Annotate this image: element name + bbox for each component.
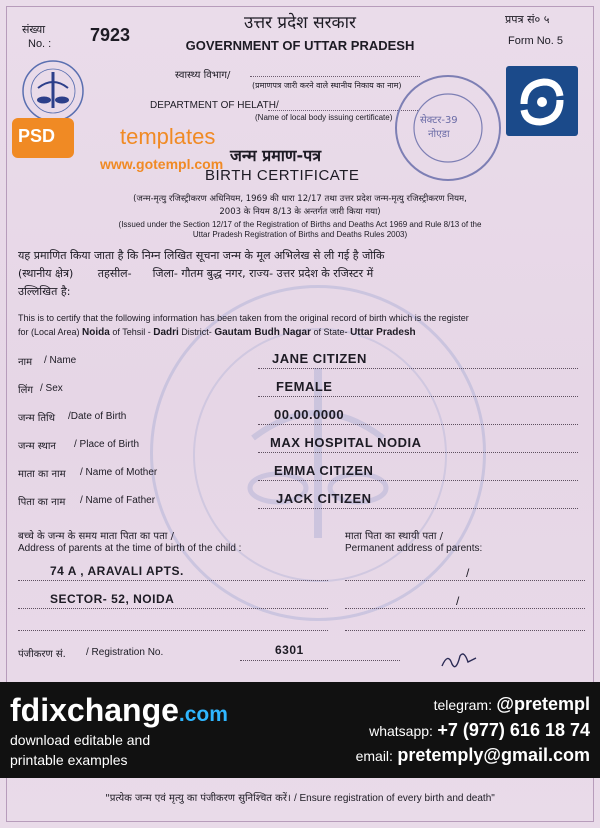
act-en-1: (Issued under the Section 12/17 of the Registration of Births and Deaths Act 1969 and Rule 8/13 of the	[118, 220, 482, 229]
telegram-handle: @pretempl	[496, 694, 590, 714]
registration-label-en: / Registration No.	[86, 647, 164, 658]
footer-note-hi: "प्रत्येक जन्म एवं मृत्यु का पंजीकरण सुनिश्चित करें।	[105, 793, 291, 804]
banner-whatsapp[interactable]	[369, 720, 590, 741]
stamp-text: सेक्टर-39	[420, 115, 458, 126]
footer-note-en: / Ensure registration of every birth and death"	[293, 793, 495, 804]
field-dotted-line	[258, 424, 578, 425]
field-value: 00.00.0000	[274, 407, 345, 422]
field-row-pob	[18, 434, 584, 462]
banner-tagline-2: printable examples	[10, 752, 128, 768]
dept-label-hi: स्वास्थ्य विभाग/	[175, 70, 231, 81]
address-dotted-line-3	[18, 630, 328, 631]
field-row-sex	[18, 378, 584, 406]
field-row-mother	[18, 462, 584, 490]
perm-dotted-line-3	[345, 630, 585, 631]
whatsapp-label: whatsapp:	[369, 723, 433, 739]
field-dotted-line	[258, 452, 578, 453]
field-label-hi: नाम	[18, 357, 33, 368]
field-label-en: / Name of Father	[80, 495, 156, 506]
banner-tagline-1: download editable and	[10, 732, 151, 748]
field-value: EMMA CITIZEN	[274, 463, 374, 478]
title-hi: जन्म प्रमाण-पत्र	[230, 146, 322, 165]
field-row-dob	[18, 406, 584, 434]
email-label: email:	[355, 748, 393, 764]
field-value: JANE CITIZEN	[272, 351, 367, 366]
psd-badge-text: PSD	[18, 126, 56, 146]
promo-banner	[0, 682, 600, 778]
field-value: JACK CITIZEN	[276, 491, 372, 506]
email-address: pretemply@gmail.com	[397, 745, 590, 765]
address-birth-en: Address of parents at the time of birth of the child :	[18, 543, 242, 554]
certify-district-label: District-	[181, 327, 212, 337]
serial-label-hi: संख्या	[22, 23, 46, 36]
whatsapp-number: +7 (977) 616 18 74	[437, 720, 590, 740]
address-perm-hi: माता पिता का स्थायी पता /	[345, 531, 443, 542]
title-en: BIRTH CERTIFICATE	[205, 167, 360, 184]
address-dotted-line-1	[18, 580, 328, 581]
dept-label-en: DEPARTMENT OF HELATH/	[150, 100, 279, 111]
fields-block	[18, 350, 584, 525]
health-dept-logo	[506, 66, 578, 136]
up-emblem-icon	[20, 58, 86, 124]
certify-hi-3: उल्लिखित है:	[18, 285, 71, 298]
field-label-en: / Sex	[40, 383, 63, 394]
field-dotted-line	[258, 396, 578, 397]
dept-note-hi: (प्रमाणपत्र जारी करने वाले स्थानीय निकाय का नाम)	[252, 81, 402, 90]
field-label-hi: माता का नाम	[18, 469, 66, 480]
address-perm-en: Permanent address of parents:	[345, 543, 483, 554]
field-label-en: /Date of Birth	[68, 411, 127, 422]
registration-value: 6301	[275, 643, 304, 657]
footer-note	[0, 790, 600, 804]
address-dotted-line-2	[18, 608, 328, 609]
field-label-hi: जन्म तिथि	[18, 413, 56, 424]
address-birth-hi: बच्चे के जन्म के समय माता पिता का पता /	[18, 531, 174, 542]
perm-slash-1: /	[466, 566, 470, 580]
field-dotted-line	[258, 508, 578, 509]
field-label-hi: पिता का नाम	[18, 497, 66, 508]
certify-state: Uttar Pradesh	[350, 327, 416, 338]
field-dotted-line	[258, 368, 578, 369]
dept-note-en: (Name of local body issuing certificate)	[255, 113, 393, 122]
watermark-templates: templates	[120, 124, 216, 149]
act-en-2: Uttar Pradesh Registration of Births and Deaths Rules 2003)	[192, 230, 408, 239]
address-line-2: SECTOR- 52, NOIDA	[50, 592, 175, 606]
banner-brand-name: fdixchange	[10, 692, 179, 728]
field-label-en: / Name of Mother	[80, 467, 158, 478]
perm-slash-2: /	[456, 594, 460, 608]
form-number-en: Form No. 5	[508, 35, 564, 47]
banner-telegram[interactable]	[434, 694, 590, 715]
telegram-label: telegram:	[433, 697, 492, 713]
certify-local-area-label: for (Local Area)	[18, 327, 80, 337]
psd-badge	[12, 118, 74, 158]
certify-hi-2: (स्थानीय क्षेत्र) तहसील- जिला- गौतम बुद्ध नगर, राज्य- उत्तर प्रदेश के रजिस्टर में	[18, 267, 374, 280]
field-dotted-line	[258, 480, 578, 481]
act-hi-2: 2003 के नियम 8/13 के अन्तर्गत जारी किया गया)	[219, 207, 381, 217]
field-label-en: / Name	[44, 355, 77, 366]
field-label-en: / Place of Birth	[74, 439, 140, 450]
certify-district: Gautam Budh Nagar	[214, 327, 311, 338]
field-row-father	[18, 490, 584, 518]
serial-number: 7923	[90, 25, 131, 45]
banner-brand-tld: .com	[178, 703, 228, 726]
signature-icon	[440, 648, 480, 672]
perm-dotted-line-2	[345, 608, 585, 609]
certify-en-2	[18, 327, 416, 338]
certify-hi-1: यह प्रमाणित किया जाता है कि निम्न लिखित सूचना जन्म के मूल अभिलेख से ली गई है जोकि	[18, 249, 385, 262]
address-line-1: 74 A , ARAVALI APTS.	[50, 564, 184, 578]
banner-email[interactable]	[356, 745, 590, 766]
certify-en-1: This is to certify that the following information has been taken from the original record of birth which is the register	[18, 313, 469, 323]
field-label-hi: जन्म स्थान	[18, 441, 56, 452]
certify-tehsil: Dadri	[153, 327, 179, 338]
form-number-hi: प्रपत्र सं० ५	[505, 13, 550, 26]
serial-label-en: No. :	[28, 38, 52, 50]
certify-tehsil-label: of Tehsil -	[112, 327, 151, 337]
certify-state-label: of State-	[313, 327, 348, 337]
field-row-name	[18, 350, 584, 378]
field-value: MAX HOSPITAL NODIA	[270, 435, 422, 450]
registration-dotted-line	[240, 660, 400, 661]
act-hi-1: (जन्म-मृत्यु रजिस्ट्रीकरण अधिनियम, 1969 की धारा 12/17 तथा उत्तर प्रदेश जन्म-मृत्यु रजिस्ट्रीकरण नियम,	[133, 194, 467, 204]
stamp-text-2: नोएडा	[428, 129, 450, 140]
field-label-hi: लिंग	[18, 385, 33, 396]
registration-label-hi: पंजीकरण सं.	[18, 649, 66, 660]
perm-dotted-line-1	[345, 580, 585, 581]
health-logo-icon	[506, 66, 578, 136]
watermark-site: www.gotempl.com	[100, 156, 224, 172]
field-value: FEMALE	[276, 379, 333, 394]
certify-local-area: Noida	[82, 327, 110, 338]
govt-title-hi: उत्तर प्रदेश सरकार	[244, 13, 356, 33]
govt-title-en: GOVERNMENT OF UTTAR PRADESH	[185, 38, 415, 53]
banner-brand[interactable]	[10, 692, 228, 729]
